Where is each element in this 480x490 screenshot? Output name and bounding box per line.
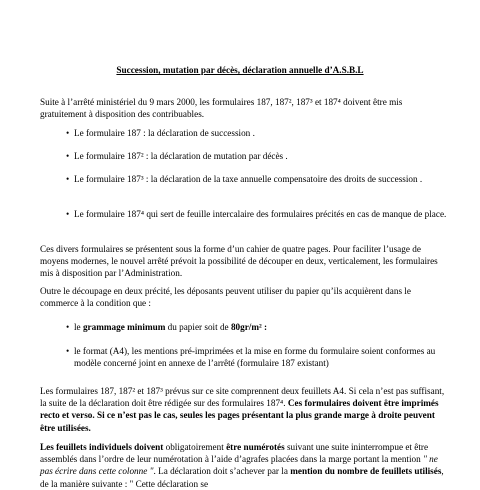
paragraph-conditions: Outre le découpage en deux précité, les déposants peuvent utiliser du papier qu’ils acquièrent dans le commerce à la condition que :	[40, 286, 411, 309]
document-title: Succession, mutation par décès, déclaration annuelle d’A.S.B.L	[116, 65, 364, 75]
bullet-dot-icon: •	[66, 346, 70, 356]
bullet-item	[66, 150, 450, 162]
paragraph-numbering: Les feuillets individuels doivent obligatoirement être numérotés suivant une suite ininterrompue et être assemblés dans l’ordre de leur numérotation à l’aide d’agrafes placées dans la marge portant la mention " ne pas écrire dans cette colonne ". La déclaration doit s’achever par la mention du nombre de feuillets utilisés, de la manière suivante : " Cette déclaration se	[40, 442, 444, 489]
bullet-text: Le formulaire 187³ : la déclaration de la taxe annuelle compensatoire des droits de succession .	[74, 174, 423, 184]
bullet-text: Le formulaire 187⁴ qui sert de feuille intercalaire des formulaires précités en cas de manque de place.	[74, 209, 447, 219]
bullet-dot-icon: •	[66, 174, 70, 184]
paragraph-format: Ces divers formulaires se présentent sous la forme d’un cahier de quatre pages. Pour faciliter l’usage de moyens modernes, le nouvel arrêté prévoit la possibilité de découper en deux, verticalement, les formulaires mis à disposition par l’Administration.	[40, 244, 438, 279]
bullet-item	[66, 127, 450, 139]
bullet-dot-icon: •	[66, 128, 70, 138]
bullet-text: Le formulaire 187² : la déclaration de mutation par décès .	[74, 151, 288, 161]
condition-text: le format (A4), les mentions pré-imprimées et la mise en forme du formulaire soient conformes au modèle concerné joint en annexe de l’arrêté (formulaire 187 existant)	[74, 346, 436, 369]
bullet-dot-icon: •	[66, 151, 70, 161]
intro-paragraph: Suite à l’arrêté ministériel du 9 mars 2000, les formulaires 187, 187², 187³ et 187⁴ doivent être mis gratuitement à disposition des contribuables.	[40, 97, 403, 120]
condition-item	[66, 345, 456, 369]
condition-text: le grammage minimum du papier soit de 80gr/m² :	[74, 322, 268, 332]
bullet-dot-icon: •	[66, 209, 70, 219]
bullet-text: Le formulaire 187 : la déclaration de succession .	[74, 128, 255, 138]
bullet-item	[66, 208, 450, 220]
paragraph-print: Les formulaires 187, 187² et 187³ prévus sur ce site comprennent deux feuillets A4. Si cela n’est pas suffisant, la suite de la déclaration doit être rédigée sur des formulaires 187⁴. Ces formulaires doivent être imprimés recto et verso. Si ce n’est pas le cas, seules les pages présentant la plus grande marge à droite peuvent être utilisées.	[40, 386, 445, 433]
bullet-item	[66, 173, 450, 185]
condition-item	[66, 321, 456, 333]
bullet-dot-icon: •	[66, 322, 70, 332]
